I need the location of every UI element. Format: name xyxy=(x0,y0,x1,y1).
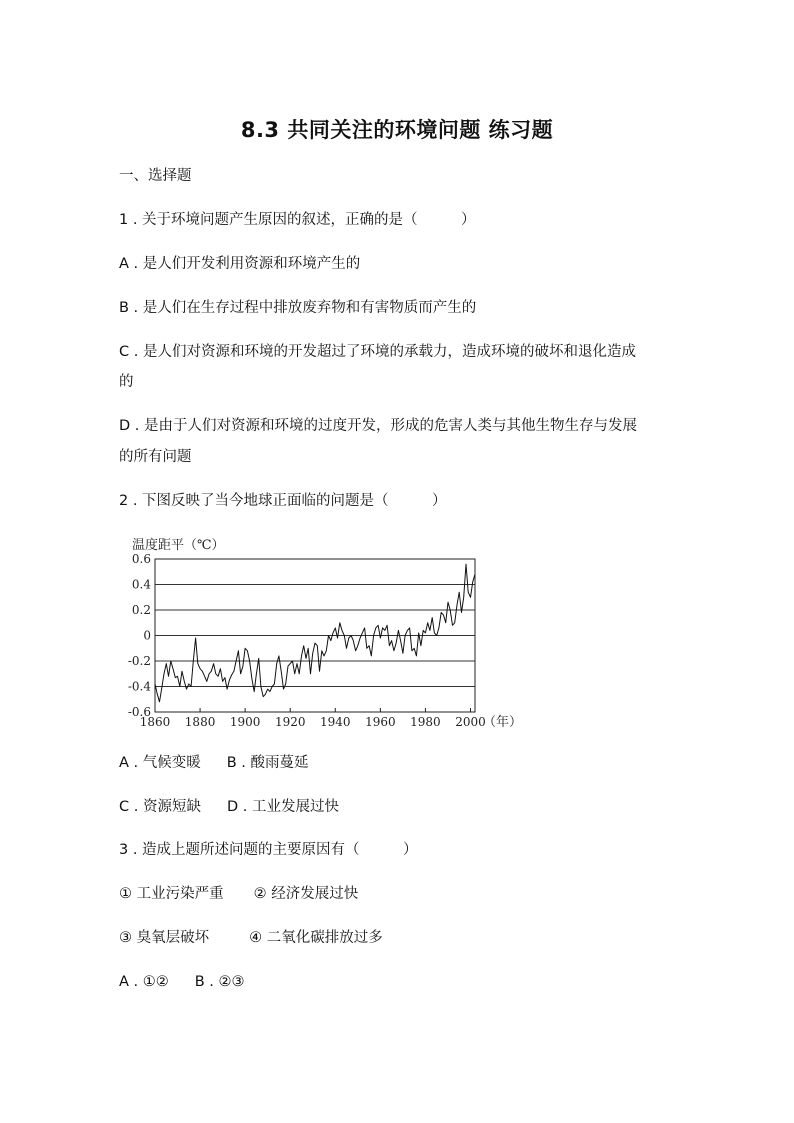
q2-option-b: B . 酸雨蔓延 xyxy=(226,755,309,771)
chart-ylabel: 温度距平（℃） xyxy=(132,538,225,553)
chart-x-tick-label: 1980 xyxy=(410,715,441,729)
chart-x-tick-label: 1900 xyxy=(229,715,261,729)
q3-statement-3: ③ 臭氧层破坏 xyxy=(119,930,210,946)
q2-option-c: C . 资源短缺 xyxy=(119,799,201,815)
q1-option-d-line2: 的所有问题 xyxy=(119,449,192,465)
q3-statement-4: ④ 二氧化碳排放过多 xyxy=(249,930,383,946)
chart-y-tick-label: -0.2 xyxy=(127,654,151,668)
q3-option-a: A . ①② xyxy=(119,974,169,990)
q2-option-a: A . 气候变暖 xyxy=(119,755,201,771)
chart-y-tick-label: 0.2 xyxy=(131,603,151,617)
q1-option-a: A . 是人们开发利用资源和环境产生的 xyxy=(119,256,361,272)
q2-options-row2 xyxy=(119,792,679,823)
chart-y-tick-label: -0.4 xyxy=(127,679,151,694)
page-title: 8.3 共同关注的环境问题 练习题 xyxy=(240,118,554,142)
q3-statements-row2 xyxy=(119,923,679,954)
q1-option-c-line2: 的 xyxy=(119,374,134,390)
chart-y-ticks xyxy=(128,552,152,719)
chart-x-tick-label: 1920 xyxy=(274,715,306,729)
chart-gridlines xyxy=(155,559,475,712)
chart-xlabel: （年） xyxy=(483,715,523,730)
chart-y-tick-label: -0.6 xyxy=(127,705,151,719)
chart-y-tick-label: 0 xyxy=(143,628,151,643)
chart-x-tick-label: 1960 xyxy=(365,715,396,729)
q2-option-d: D . 工业发展过快 xyxy=(226,799,339,815)
q2-stem: 2 . 下图反映了当今地球正面临的问题是（ ） xyxy=(119,493,447,509)
chart-x-tick-label: 1860 xyxy=(139,715,171,729)
chart-x-tick-label: 2000 xyxy=(455,715,486,729)
q2-options-row1 xyxy=(119,748,679,779)
chart-x-tick-label: 1940 xyxy=(320,715,351,729)
q3-statement-2: ② 经济发展过快 xyxy=(253,886,359,902)
chart-x-tick-label: 1880 xyxy=(184,715,216,729)
chart-y-tick-label: 0.6 xyxy=(131,552,151,566)
q1-option-d-line1: D . 是由于人们对资源和环境的过度开发，形成的危害人类与其他生物生存与发展 xyxy=(119,418,637,434)
q3-stem: 3 . 造成上题所述问题的主要原因有（ ） xyxy=(119,842,418,858)
q3-statement-1: ① 工业污染严重 xyxy=(119,886,224,902)
q1-option-c-line1: C . 是人们对资源和环境的开发超过了环境的承载力，造成环境的破坏和退化造成 xyxy=(119,344,636,360)
section-heading: 一、选择题 xyxy=(119,168,192,184)
q1-option-b: B . 是人们在生存过程中排放废弃物和有害物质而产生的 xyxy=(119,300,477,316)
q3-statements-row1 xyxy=(119,879,679,910)
chart-x-ticks xyxy=(140,708,486,729)
temperature-anomaly-chart xyxy=(120,530,540,735)
q1-stem: 1 . 关于环境问题产生原因的叙述，正确的是（ ） xyxy=(119,212,476,228)
chart-y-tick-label: 0.4 xyxy=(131,577,151,592)
q3-option-b: B . ②③ xyxy=(194,974,245,990)
q3-options-row xyxy=(119,967,679,998)
